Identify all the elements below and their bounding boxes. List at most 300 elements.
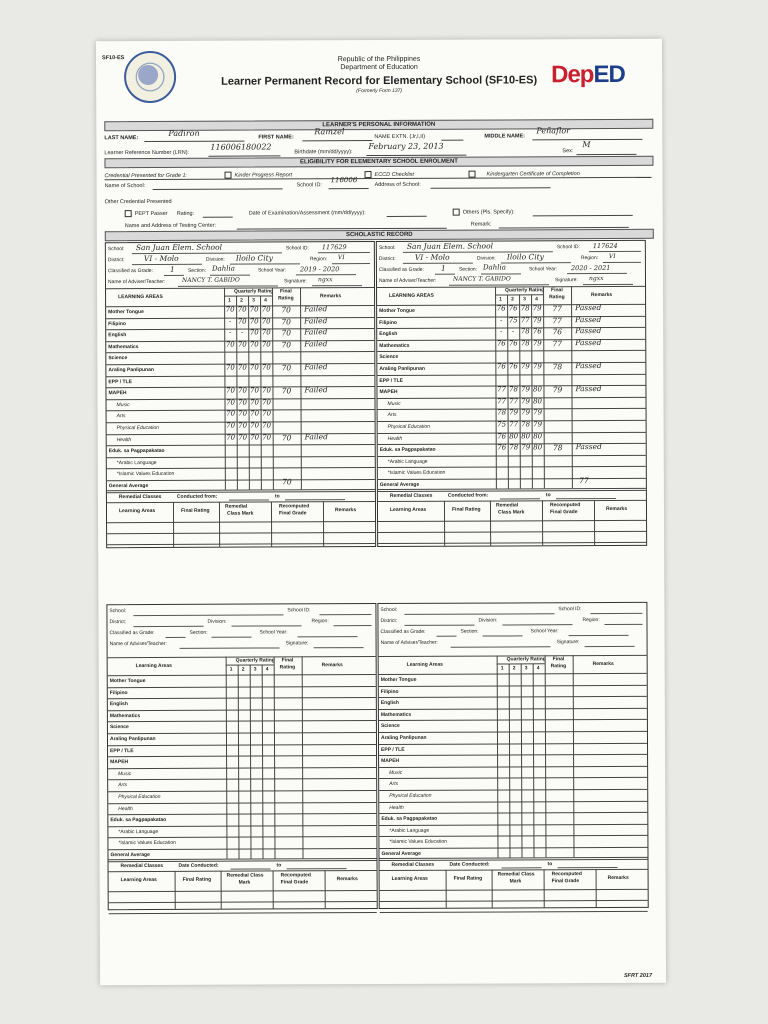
- quarter-grade: -: [500, 327, 503, 336]
- signature-label: Signature:: [283, 278, 307, 285]
- lrn-label: Learner Reference Number (LRN):: [104, 149, 190, 157]
- subject-label: Science: [380, 723, 400, 730]
- subject-label: Arts: [389, 781, 399, 788]
- quarter-grade: 70: [238, 433, 248, 442]
- quarter-grade: 79: [521, 443, 531, 452]
- birthdate-label: Birthdate (mm/dd/yyyy):: [294, 149, 353, 156]
- grade-label: Classified as Grade:: [380, 628, 426, 636]
- quarter-4-header: 4: [536, 665, 540, 672]
- signature-value: ngxx: [588, 275, 604, 283]
- signature-label: Signature:: [554, 277, 578, 284]
- subject-label: Mother Tongue: [379, 307, 415, 315]
- lrn-value: 116006180022: [210, 142, 272, 152]
- elig-school-id-label: School ID:: [296, 182, 322, 189]
- general-average-label: General Average: [110, 852, 150, 859]
- school-year-label: School Year:: [257, 267, 287, 274]
- quarter-grade: 70: [237, 305, 247, 314]
- subject-label: Music: [116, 401, 130, 408]
- quarter-grade: 70: [226, 433, 236, 442]
- quarter-grade: 79: [509, 408, 519, 417]
- remarks-value: Failed: [304, 315, 328, 325]
- quarter-grade: 70: [262, 409, 272, 418]
- remarks-value: Passed: [575, 314, 602, 324]
- deped-logo-icon: DepED: [551, 60, 625, 89]
- quarterly-rating-header: Quarterly Rating: [234, 288, 274, 295]
- district-label: District:: [107, 257, 125, 264]
- remedial-mark-header: Mark: [238, 879, 251, 886]
- school-label: School:: [109, 608, 127, 615]
- division-value: Iloilo City: [506, 252, 544, 262]
- quarter-grade: 70: [261, 386, 271, 395]
- testing-center-label: Name and Address of Testing Center:: [124, 222, 217, 230]
- quarter-grade: -: [241, 328, 244, 337]
- adviser-label: Name of Adviser/Teacher:: [378, 277, 437, 285]
- remedial-class-header: Remedial: [224, 503, 248, 510]
- subject-label: Eduk. sa Pagpapakatao: [381, 815, 438, 823]
- adviser-value: NANCY T. GABIDO: [181, 276, 240, 284]
- rating-header: Rating: [550, 663, 567, 670]
- first-name-value: Ramzel: [314, 127, 345, 137]
- quarter-grade: 80: [532, 385, 542, 394]
- quarter-grade: 70: [261, 317, 271, 326]
- quarter-3-header: 3: [252, 297, 255, 304]
- department-label: Department of Education: [340, 63, 418, 72]
- sex-value: M: [582, 140, 591, 150]
- quarter-grade: 70: [238, 409, 248, 419]
- quarter-2-header: 2: [512, 665, 516, 672]
- region-label: Region:: [309, 256, 328, 263]
- remedial-class-header: Remedial Class: [497, 871, 535, 878]
- quarter-1-header: 1: [499, 296, 502, 303]
- quarter-grade: 70: [226, 410, 236, 419]
- remedial-remarks-header: Remarks: [605, 505, 628, 513]
- remedial-to-label: to: [274, 493, 280, 500]
- remedial-mark-header: Class Mark: [497, 509, 525, 516]
- final-rating: 70: [281, 305, 291, 315]
- remedial-class-header: Remedial Class: [226, 872, 264, 879]
- school-year-label: School Year:: [259, 629, 288, 636]
- school-id-label: School ID:: [285, 245, 309, 252]
- sex-label: Sex:: [562, 148, 574, 155]
- quarter-grade: 76: [508, 304, 518, 313]
- final-header: Final: [551, 287, 563, 294]
- school-year-value: 2019 - 2020: [299, 265, 340, 274]
- quarter-grade: 79: [520, 385, 530, 394]
- subject-label: EPP / TLE: [110, 747, 134, 754]
- quarterly-rating-header: Quarterly Rating: [235, 657, 275, 664]
- subject-label: *Arabic Language: [118, 828, 159, 835]
- rating-header: Rating: [549, 294, 565, 301]
- subject-label: English: [380, 700, 399, 707]
- quarter-grade: 77: [496, 385, 506, 394]
- recomputed-header: Recomputed: [280, 872, 311, 879]
- final-rating: 79: [552, 385, 563, 395]
- general-average-label: General Average: [108, 483, 149, 490]
- remedial-classes-label: Remedial Classes: [120, 862, 164, 870]
- subject-label: Health: [389, 804, 404, 811]
- section-value: Dahlia: [211, 264, 235, 273]
- quarter-grade: 77: [509, 397, 518, 406]
- quarter-4-header: 4: [264, 297, 267, 304]
- subject-label: Arts: [387, 412, 397, 419]
- subject-label: Eduk. sa Pagpapakatao: [108, 448, 165, 455]
- subject-label: *Islamic Values Education: [389, 839, 447, 846]
- section-label: Section:: [187, 267, 207, 274]
- quarter-grade: 70: [238, 398, 247, 407]
- quarter-1-header: 1: [229, 666, 233, 673]
- remarks-header: Remarks: [321, 662, 343, 669]
- recomputed-header: Recomputed: [551, 871, 582, 878]
- quarter-grade: -: [499, 316, 503, 325]
- subject-label: MAPEH: [381, 758, 400, 765]
- subject-label: *Arabic Language: [116, 459, 157, 466]
- recomputed-header: Recomputed: [278, 503, 310, 510]
- remedial-final-rating-header: Final Rating: [180, 507, 210, 514]
- school-id-label: School ID:: [287, 607, 311, 614]
- learning-areas-header: LEARNING AREAS: [118, 293, 163, 301]
- quarter-grade: 75: [497, 420, 507, 429]
- remarks-header: Remarks: [592, 660, 614, 668]
- remedial-to-label: to: [276, 862, 282, 869]
- subject-label: Arts: [116, 413, 126, 420]
- division-value: Iloilo City: [235, 253, 273, 263]
- school-name-label: Name of School:: [104, 183, 146, 190]
- remedial-mark-header: Class Mark: [226, 510, 254, 517]
- subject-label: Filipino: [380, 688, 399, 695]
- quarter-4-header: 4: [265, 666, 269, 673]
- grade-value: 1: [440, 263, 446, 273]
- district-value: VI - Molo: [414, 252, 450, 262]
- quarter-grade: 70: [237, 386, 247, 395]
- learning-areas-header: Learning Areas: [135, 662, 172, 670]
- subject-label: Araling Panlipunan: [379, 365, 425, 373]
- quarter-grade: 76: [497, 443, 507, 452]
- region-label: Region:: [582, 617, 600, 624]
- subject-label: Science: [109, 724, 129, 731]
- remedial-final-rating-header: Final Rating: [451, 506, 481, 513]
- subject-label: Health: [118, 805, 133, 812]
- quarter-grade: 70: [250, 433, 260, 442]
- subject-label: Eduk. sa Pagpapakatao: [110, 817, 167, 824]
- remedial-to-label: to: [547, 861, 553, 868]
- region-value: VI: [337, 254, 345, 262]
- quarter-grade: 70: [261, 305, 271, 314]
- section-label: Section:: [460, 628, 479, 635]
- subject-label: *Islamic Values Education: [118, 840, 176, 847]
- quarter-grade: -: [512, 327, 515, 336]
- subject-label: Physical Education: [387, 423, 430, 430]
- quarter-grade: -: [229, 328, 232, 337]
- quarter-grade: 70: [237, 317, 247, 326]
- eligibility-bar: ELIGIBILITY FOR ELEMENTARY SCHOOL ENROLMENT: [104, 156, 653, 168]
- section-label: Section:: [458, 266, 478, 273]
- subject-label: EPP / TLE: [381, 746, 405, 753]
- quarter-4-header: 4: [535, 296, 538, 303]
- adviser-label: Name of Adviser/Teacher:: [107, 278, 166, 286]
- quarter-grade: 79: [533, 420, 543, 429]
- general-average-label: General Average: [381, 850, 421, 858]
- quarter-grade: 70: [238, 421, 248, 430]
- subject-label: Music: [389, 769, 403, 776]
- general-average-label: General Average: [379, 481, 420, 489]
- quarter-grade: 78: [520, 304, 530, 313]
- others-checkbox[interactable]: Others (Pls. Specify):: [453, 208, 515, 215]
- district-label: District:: [380, 617, 398, 625]
- quarter-grade: 70: [250, 409, 260, 418]
- quarter-grade: 77: [497, 397, 506, 406]
- quarter-grade: 78: [508, 385, 518, 394]
- form-footer: SFRT 2017: [623, 972, 653, 979]
- region-label: Region:: [580, 255, 599, 262]
- adviser-label: Name of Adviser/Teacher:: [109, 640, 167, 648]
- remarks-value: Passed: [575, 442, 602, 452]
- quarter-grade: 70: [262, 398, 271, 407]
- middle-name-label: MIDDLE NAME:: [484, 133, 526, 140]
- remarks-value: Failed: [304, 339, 328, 349]
- remarks-value: Failed: [304, 385, 328, 395]
- school-id-label: School ID:: [556, 244, 580, 251]
- quarter-grade: 70: [237, 363, 247, 372]
- remedial-classes-label: Remedial Classes: [118, 493, 162, 501]
- remarks-value: Passed: [575, 337, 602, 347]
- division-label: Division:: [478, 617, 498, 624]
- quarter-grade: 76: [532, 327, 542, 336]
- remarks-value: Failed: [304, 304, 328, 314]
- final-rating: 70: [281, 316, 291, 327]
- personal-info-bar: LEARNER'S PERSONAL INFORMATION: [104, 119, 653, 131]
- final-header: Final: [281, 657, 294, 664]
- final-rating: 78: [552, 443, 563, 453]
- quarter-1-header: 1: [500, 665, 504, 672]
- quarter-3-header: 3: [524, 665, 528, 672]
- region-value: VI: [608, 252, 616, 261]
- remedial-learning-areas-header: Learning Areas: [120, 876, 157, 884]
- page-title: Learner Permanent Record for Elementary School (SF10-ES): [221, 74, 538, 88]
- subject-label: *Arabic Language: [387, 458, 428, 465]
- remedial-conducted-label: Conducted from:: [447, 492, 489, 499]
- subject-label: Mathematics: [109, 712, 141, 719]
- quarter-grade: 76: [496, 339, 506, 348]
- remedial-to-label: to: [545, 492, 551, 499]
- scholastic-record-3: [106, 603, 377, 910]
- final-rating: 76: [552, 327, 563, 337]
- subject-label: Health: [116, 436, 132, 443]
- rating-header: Rating: [279, 664, 296, 671]
- section-value: Dahlia: [482, 263, 506, 272]
- signature-label: Signature:: [285, 640, 309, 647]
- subject-label: Music: [387, 400, 401, 407]
- school-value: San Juan Elem. School: [135, 242, 223, 253]
- quarter-2-header: 2: [241, 666, 245, 673]
- remedial-conducted-label: Conducted from:: [176, 493, 218, 500]
- quarter-grade: 79: [521, 408, 531, 417]
- quarter-3-header: 3: [253, 666, 257, 673]
- division-label: Division:: [476, 255, 496, 262]
- form-code: SF10-ES: [102, 55, 125, 62]
- remedial-mark-header: Mark: [509, 878, 522, 885]
- quarter-grade: 70: [261, 328, 271, 337]
- quarter-grade: 79: [532, 362, 542, 371]
- remedial-learning-areas-header: Learning Areas: [118, 507, 156, 515]
- quarter-grade: 80: [533, 397, 542, 406]
- last-name-label: LAST NAME:: [104, 135, 139, 142]
- form-header: [96, 55, 662, 95]
- pept-checkbox[interactable]: PEPT Passer: [125, 210, 168, 217]
- quarter-grade: 78: [520, 327, 530, 336]
- quarter-grade: 78: [521, 420, 531, 429]
- recomputed-grade-header: Final Grade: [551, 878, 580, 885]
- birthdate-value: February 23, 2013: [368, 141, 444, 152]
- subject-label: Mother Tongue: [380, 676, 417, 684]
- subject-label: Mother Tongue: [108, 309, 144, 316]
- first-name-label: FIRST NAME:: [258, 134, 294, 141]
- subject-label: Filipino: [109, 689, 128, 696]
- quarter-grade: 70: [250, 398, 259, 407]
- general-average-value: 77: [579, 476, 589, 486]
- learning-areas-header: Learning Areas: [406, 661, 443, 668]
- subject-label: Eduk. sa Pagpapakatao: [379, 446, 436, 454]
- quarter-grade: 76: [496, 362, 506, 371]
- quarter-grade: 70: [225, 305, 235, 314]
- school-address-label: Address of School:: [374, 181, 421, 189]
- quarter-grade: 70: [262, 433, 272, 442]
- subject-label: Health: [387, 435, 403, 442]
- pept-rating-label: Rating:: [176, 210, 195, 217]
- quarter-grade: 79: [532, 315, 542, 324]
- quarter-grade: 80: [533, 443, 543, 452]
- final-header: Final: [280, 288, 292, 295]
- school-label: School:: [380, 606, 398, 614]
- subject-label: Mathematics: [380, 711, 412, 718]
- subject-label: *Islamic Values Education: [387, 470, 446, 477]
- subject-label: EPP / TLE: [108, 378, 132, 385]
- recomputed-grade-header: Final Grade: [278, 510, 307, 517]
- subject-label: Physical Education: [118, 793, 161, 801]
- quarter-grade: 70: [225, 340, 235, 349]
- remedial-learning-areas-header: Learning Areas: [389, 506, 427, 513]
- quarter-grade: 76: [508, 362, 518, 371]
- division-label: Division:: [207, 618, 227, 625]
- name-ext-label: NAME EXTN. (Jr,I,II): [374, 133, 426, 141]
- quarter-grade: 79: [520, 362, 530, 371]
- exam-date-label: Date of Examination/Assessment (mm/dd/yyyy):: [248, 210, 366, 217]
- subject-label: Araling Panlipunan: [108, 366, 154, 374]
- eccd-checkbox[interactable]: ECCD Checklist: [365, 171, 414, 178]
- final-header: Final: [552, 656, 565, 663]
- sf10-form-sheet: [96, 39, 666, 985]
- remedial-classes-label: Remedial Classes: [391, 861, 435, 868]
- signature-label: Signature:: [556, 639, 580, 646]
- kinder-checkbox[interactable]: Kinder Progress Report: [225, 171, 293, 178]
- quarter-grade: 70: [226, 421, 236, 430]
- adviser-value: NANCY T. GABIDO: [452, 275, 511, 283]
- subject-label: English: [108, 332, 127, 339]
- quarter-grade: 70: [250, 421, 260, 430]
- scholastic-record-bar: SCHOLASTIC RECORD: [105, 229, 654, 241]
- district-label: District:: [378, 255, 396, 263]
- school-id-value: 117624: [592, 241, 618, 251]
- quarter-3-header: 3: [523, 296, 526, 303]
- school-id-value: 117629: [321, 243, 347, 252]
- remedial-remarks-header: Remarks: [334, 507, 357, 514]
- subject-label: Filipino: [379, 319, 397, 326]
- region-label: Region:: [311, 618, 329, 625]
- subject-label: Arts: [118, 782, 128, 789]
- subject-label: *Arabic Language: [389, 827, 430, 834]
- formerly-label: (Formerly Form 137): [356, 87, 403, 95]
- republic-label: Republic of the Philippines: [337, 55, 421, 64]
- remedial-final-rating-header: Final Rating: [453, 875, 483, 882]
- remark-label: Remark:: [470, 221, 492, 228]
- subject-label: *Islamic Values Education: [116, 471, 175, 478]
- grade-label: Classified as Grade:: [109, 629, 155, 637]
- quarter-grade: 76: [496, 304, 506, 313]
- final-rating: 78: [552, 362, 563, 372]
- quarterly-rating-header: Quarterly Rating: [505, 287, 545, 294]
- subject-label: Mathematics: [379, 342, 410, 349]
- final-rating: 77: [552, 339, 563, 349]
- quarter-grade: 70: [249, 317, 259, 326]
- general-average-value: 70: [282, 477, 292, 487]
- quarter-grade: 78: [497, 408, 507, 417]
- grade-label: Classified as Grade:: [378, 266, 424, 274]
- remarks-header: Remarks: [320, 293, 342, 300]
- rating-header: Rating: [278, 295, 294, 302]
- quarter-grade: 78: [509, 443, 519, 452]
- remedial-conducted-label: Date Conducted:: [178, 862, 219, 869]
- quarter-grade: 77: [520, 315, 530, 324]
- quarter-grade: 80: [509, 431, 519, 441]
- final-rating: 70: [281, 328, 292, 338]
- final-rating: 77: [552, 315, 562, 325]
- subject-label: Music: [118, 770, 132, 777]
- quarter-2-header: 2: [511, 296, 514, 303]
- remedial-classes-label: Remedial Classes: [389, 492, 433, 499]
- recomputed-grade-header: Final Grade: [549, 509, 578, 516]
- subject-label: Science: [379, 354, 399, 361]
- subject-label: Mother Tongue: [109, 678, 146, 685]
- quarter-grade: 70: [261, 363, 271, 372]
- quarter-grade: 79: [521, 397, 530, 406]
- quarter-1-header: 1: [228, 297, 231, 304]
- quarter-grade: 79: [532, 304, 542, 313]
- last-name-value: Padiron: [168, 128, 200, 138]
- credential-label: Credential Presented for Grade 1:: [104, 172, 188, 180]
- remarks-value: Failed: [304, 362, 328, 372]
- signature-value: ngxx: [317, 276, 333, 284]
- remarks-value: Passed: [575, 326, 602, 336]
- remedial-remarks-header: Remarks: [607, 874, 629, 882]
- grade-label: Classified as Grade:: [107, 267, 153, 275]
- subject-label: MAPEH: [108, 390, 127, 397]
- quarter-grade: 70: [261, 340, 271, 349]
- subject-label: English: [109, 701, 128, 708]
- learning-areas-header: LEARNING AREAS: [389, 292, 434, 299]
- remedial-class-header: Remedial: [495, 502, 519, 509]
- school-label: School:: [378, 244, 396, 252]
- kinder-cert-checkbox[interactable]: Kindergarten Certificate of Completion: [469, 170, 580, 177]
- quarter-grade: 70: [249, 386, 259, 395]
- subject-label: Physical Education: [116, 424, 159, 432]
- quarter-grade: 70: [237, 340, 247, 349]
- quarter-grade: 70: [249, 328, 259, 337]
- section-label: Section:: [189, 629, 208, 636]
- subject-label: Araling Panlipunan: [109, 735, 156, 743]
- quarter-grade: 70: [249, 340, 259, 349]
- school-id-label: School ID:: [558, 606, 582, 613]
- quarter-2-header: 2: [240, 297, 243, 304]
- remedial-conducted-label: Date Conducted:: [449, 861, 490, 868]
